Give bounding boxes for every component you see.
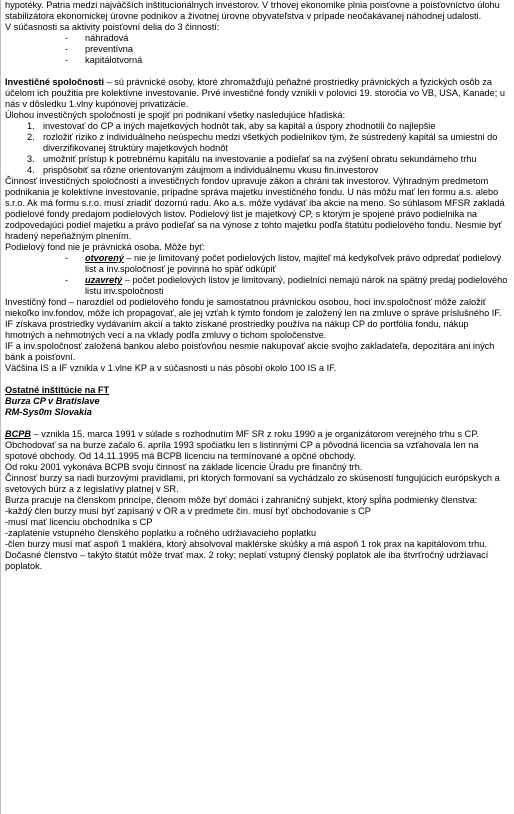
paragraph-investment-companies: [5, 77, 509, 110]
investment-companies-heading: Investičné spoločnosti: [5, 77, 105, 87]
list-item: 4. prispôsobiť sa rôzne orientovaným záujmom a individuálnemu vkusu fin.investorov: [27, 165, 379, 175]
other-institutions-heading: Ostatné inštitúcie na FT: [5, 385, 110, 395]
list-item: - uzavretý – počet podielových listov je limitovaný, podielníci nemajú nárok na spätný predaj podielového listu inv.spoločnosti: [5, 275, 509, 297]
paragraph-bcpb-rules: Činnosť burzy sa riadi burzovými pravidlami, pri ktorých formovaní sa vychádzalo zo skúseností fungujúcich európskych a svetových búrz a z legislatívy platnej v SR.: [5, 473, 500, 494]
investment-tasks-list: [5, 121, 509, 176]
investment-companies-definition: – sú právnické osoby, ktoré zhromažďujú peňažné prostriedky právnických a fyzických osôb za účelom ich použitia pre kolektívne investovanie. Prvé investičné fondy vznikli v polovici 19. storočia vo VB, USA, Kanade; u nás v dôsledku 1.vlny kupónovej privatizácie.: [5, 77, 505, 109]
paragraph-investment-restriction: IF a inv.spoločnosť založená bankou alebo poisťovňou nesmie nakupovať akcie svojho zakladateľa, depozitára ani iných bánk a poisťovní.: [5, 341, 495, 362]
membership-condition: -zaplatenie vstupného členského poplatku a ročného udržiavacieho poplatku: [5, 528, 317, 538]
list-item: - náhradová: [5, 33, 509, 44]
subheading-rm-system: RM-Sys0m Slovakia: [5, 407, 92, 417]
subheading-bratislava-exchange: Burza CP v Bratislave: [5, 396, 100, 406]
document-body: [5, 0, 509, 572]
bcpb-label: BCPB: [5, 429, 32, 439]
paragraph-bcpb-license: Od roku 2001 vykonáva BCPB svoju činnosť na základe licencie Úradu pre finančný trh.: [5, 462, 363, 472]
paragraph-insurance-activities: V súčasnosti sa aktivity poisťovní delia do 3 činností:: [5, 22, 220, 32]
paragraph-investment-fund: Investičný fond – narozdiel od podielového fondu je samostatnou právnickou osobou, hoci inv.spoločnosť môže založiť niekoľko inv.fondov, môže ich propagovať, ale jej vzťah k týmto fondom je založený len na zmluve o správe príslušného IF. IF získava prostriedky vydávaním akcií a takto získané prostriedky používa na nákup CP do portfólia fondu, nákup hmotných a nehmotných vecí a na vklady podľa zmluvy o tichom spoločenstve.: [5, 297, 502, 340]
paragraph-fund-types-intro: Podielový fond nie je právnická osoba. Môže byť:: [5, 242, 206, 252]
membership-condition: -každý člen burzy musí byť zapísaný v OR a v predmete čin. musí byť obchodovanie s CP: [5, 506, 371, 516]
list-item: - preventívna: [5, 44, 509, 55]
paragraph-investment-count: Väčšina IS a IF vznikla v 1.vlne KP a v súčasnosti u nás pôsobí okolo 100 IS a IF.: [5, 363, 337, 373]
list-item: - kapitálotvorná: [5, 55, 509, 66]
paragraph-bcpb-history: BCPB – vznikla 15. marca 1991 v súlade s rozhodnutím MF SR z roku 1990 a je organizátorom verejného trhu s CP. Obchodovať sa na burze začalo 6. apríla 1993 spočiatku len s listinnými CP a pôvodná licencia sa vzťahovala len na spotové obchody. Od 14.11.1995 má BCPB licenciu na termínované a opčné obchody.: [5, 429, 479, 461]
list-item: - otvorený – nie je limitovaný počet podielových listov, majiteľ má kedykoľvek právo odpredať podielový list a inv.spoločnosť je povinná ho späť odkúpiť: [5, 253, 509, 275]
list-item: 1. investovať do CP a iných majetkových hodnôt tak, aby sa kapitál a úspory zhodnotili čo najlepšie: [27, 121, 436, 131]
paragraph-investment-tasks-intro: Úlohou investičných spoločností je spojiť pri podnikaní všetky nasledujúce hľadiská:: [5, 110, 346, 120]
list-item: 2. rozložiť riziko z individuálneho neúspechu medzi všetkých podielnikov tým, že sústredený kapitál sa umiestni do diverzifikovanej štruktúry majetkových hodnôt: [27, 132, 498, 153]
activities-list: [5, 33, 509, 66]
paragraph-investment-regulation: Činnosť investičných spoločností a investičných fondov upravuje zákon a chráni tak investorov. Výhradným predmetom podnikania je kolektívne investovanie, prípadne správa majetku investičného fondu. U nás môžu mať len formu a.s. alebo s.r.o. Ak má formu s.r.o. musí zriadiť dozornú radu. Ako a.s. môže vydávať iba akcie na meno. So súhlasom MFSR zakladá podielové fondy predajom podielových listov. Podielový list je majetkový CP, s ktorým je spojené právo podielnika na zodpovedajúci podiel majetku a právo podieľať sa na výnose z tohto majetku podľa štatútu podielového fondu. Nesmie byť hradený nepeňažným plnením.: [5, 176, 505, 241]
paragraph-bcpb-membership: Burza pracuje na členskom princípe, členom môže byť domáci i zahraničný subjekt, ktorý spĺňa podmienky členstva:: [5, 495, 478, 505]
paragraph-insurance-intro: hypotéky. Patria medzi najväčších inštitucionálnych investorov. V trhovej ekonomike plnia poisťovne a poisťovníctvo úlohu stabilizátora ekonomickej úrovne podnikov a životnej úrovne obyvateľstva v prípade neočakávanej náhodnej udalosti.: [5, 0, 500, 21]
membership-condition: -člen burzy musí mať aspoň 1 makléra, ktorý absolvoval maklérske skúšky a má aspoň 1 rok prax na kapitálovom trhu.: [5, 539, 487, 549]
paragraph-temporary-membership: Dočasné členstvo – takýto štatút môže trvať max. 2 roky; neplatí vstupný členský poplatok ale iba štvrťročný udržiavací poplatok.: [5, 550, 489, 571]
fund-types-list: [5, 253, 509, 297]
membership-condition: -musí mať licenciu obchodníka s CP: [5, 517, 153, 527]
list-item: 3. umožniť prístup k potrebnému kapitálu na investovanie a podieľať sa na zvýšení obratu sekundárneho trhu: [27, 154, 477, 164]
